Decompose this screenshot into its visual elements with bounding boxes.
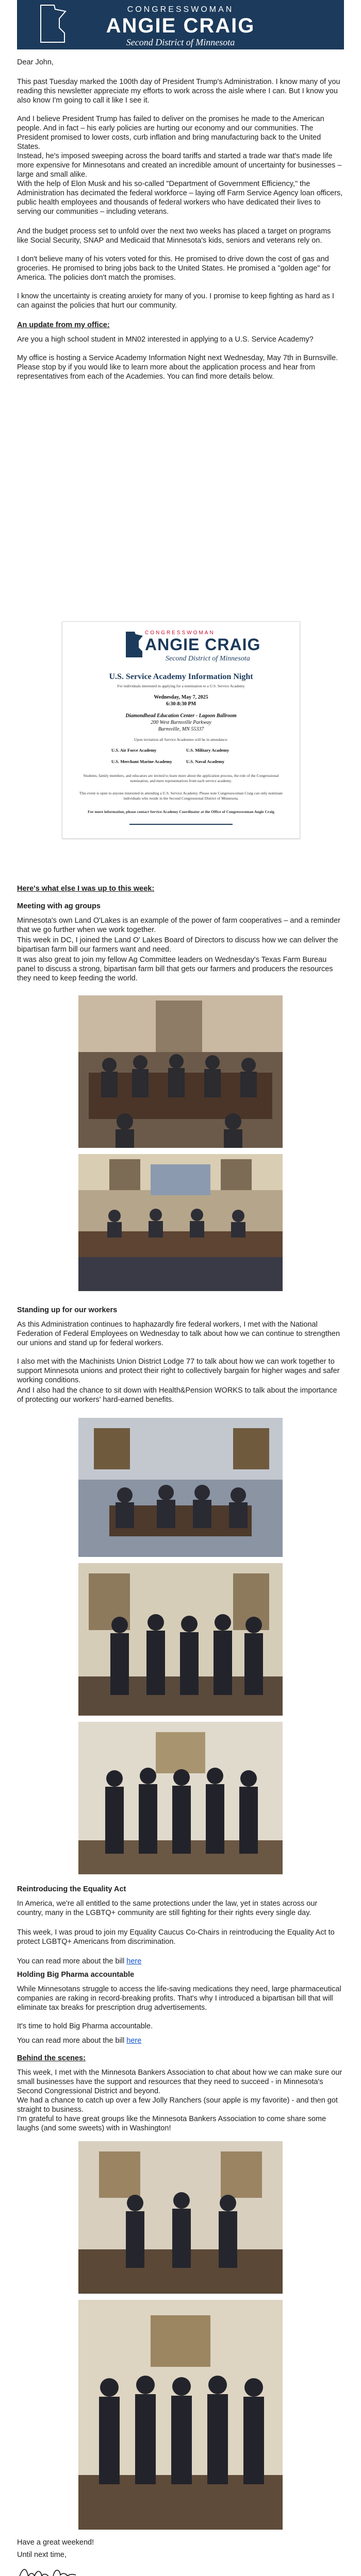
equality-read-more: [17, 1957, 344, 1966]
intro-paragraph-2: And I believe President Trump has failed to deliver on the promises he made to the American people. And in fact – his early policies are hurting our economy and our communities. The President promised to lower costs, curb inflation and bring manufacturing back to the United States.: [17, 115, 324, 151]
service-academy-flyer[interactable]: [62, 621, 300, 839]
scenes-paragraph-3: I'm grateful to have great groups like the Minnesota Bankers Association to come share some laughs (and some sweets) with in Washington!: [17, 2115, 326, 2132]
academy-paragraph-1: Are you a high school student in MN02 interested in applying to a U.S. Service Academy?: [17, 335, 314, 344]
flyer-title: U.S. Service Academy Information Night: [109, 672, 253, 681]
scenes-paragraph-1: This week, I met with the Minnesota Bankers Association to chat about how we can make sure our small businesses have the support and resources that they need to succeed - in Minnesota's Second Congressional District and beyond.: [17, 2069, 342, 2095]
flyer-academies-row-2: [111, 759, 266, 764]
photo-machinists-union-meeting: [78, 1563, 283, 1716]
flyer-reps: Upon invitation all Service Academies will be in attendance:: [134, 737, 228, 742]
intro-paragraph-3: Instead, he's imposed sweeping across the board tariffs and started a trade war that's made life more expensive for Minnesotans and created an incredible amount of uncertainty for businesses – large and small alike.: [17, 152, 342, 179]
header-name: ANGIE CRAIG: [106, 14, 255, 37]
flyer-name: ANGIE CRAIG: [145, 635, 261, 654]
academy-paragraph-2: My office is hosting a Service Academy Information Night next Wednesday, May 7th in Burnsville. Please stop by if you would like to learn more about the application process and hear from representatives from each of the Academies. You can find more details below.: [17, 354, 338, 381]
photo-bankers-association-1: [78, 2141, 283, 2294]
flyer-academies-row-1: [111, 748, 266, 753]
flyer-academy: U.S. Military Academy: [186, 748, 229, 753]
pharma-paragraph-1: While Minnesotans struggle to access the life-saving medications they need, large pharmaceutical companies are raking in record-breaking profits. That's why I introduced a bipartisan bill that will eliminate tax breaks for prescription drug advertisements.: [17, 1985, 341, 2012]
photo-land-o-lakes-meeting: [78, 995, 283, 1148]
equality-heading: Reintroducing the Equality Act: [17, 1885, 126, 1893]
pharma-heading: Holding Big Pharma accountable: [17, 1971, 135, 1979]
pharma-bill-link[interactable]: here: [126, 2037, 142, 2045]
ag-heading: Meeting with ag groups: [17, 902, 101, 910]
workers-paragraph-1: As this Administration continues to haphazardly fire federal workers, I met with the National Federation of Federal Employees on Wednesday to talk about how we can continue to strengthen our unions and stand up for federal workers.: [17, 1320, 340, 1347]
flyer-note-2: This event is open to anyone interested in attending a U.S. Service Academy. Please note Congresswoman Craig can only nominate individuals who reside in the Second Congressional District of Minnesota.: [79, 791, 283, 801]
scenes-paragraph-2: We had a chance to catch up over a few Jolly Ranchers (sour apple is my favorite) - and then got straight to business.: [17, 2096, 338, 2114]
ag-paragraph-2: This week in DC, I joined the Land O' Lakes Board of Directors to discuss how we can deliver the bipartisan farm bill our farmers want and need.: [17, 936, 338, 954]
pharma-paragraph-2: It's time to hold Big Pharma accountable.: [17, 2022, 153, 2030]
equality-paragraph-2: This week, I was proud to join my Equality Caucus Co-Chairs in reintroducing the Equality Act to protect LGBTQ+ Americans from discrimination.: [17, 1928, 335, 1946]
week-heading: Here's what else I was up to this week:: [17, 885, 155, 893]
workers-heading: Standing up for our workers: [17, 1306, 118, 1314]
intro-paragraph-7: I know the uncertainty is creating anxiety for many of you. I promise to keep fighting as hard as I can against the policies that hurt our community.: [17, 292, 334, 310]
flyer-subtitle: For individuals interested in applying for a nomination to a U.S. Service Academy: [117, 684, 245, 688]
scenes-heading: Behind the scenes:: [17, 2054, 86, 2062]
photo-farm-bureau-panel: [78, 1154, 283, 1291]
equality-bill-link[interactable]: here: [126, 1957, 142, 1965]
header-district: Second District of Minnesota: [126, 37, 235, 47]
intro-paragraph-1: This past Tuesday marked the 100th day of President Trump's Administration. I know many of you reading this newsletter appreciate my efforts to work across the aisle where I can. But I know you also know I'm going to call it like I see it.: [17, 78, 340, 105]
header-congresswoman: CONGRESSWOMAN: [127, 5, 234, 14]
pharma-read-more-text: You can read more about the bill: [17, 2037, 127, 2045]
flyer-congresswoman: CONGRESSWOMAN: [145, 630, 215, 636]
flyer-divider: [129, 824, 233, 825]
flyer-address-2: Burnsville, MN 55337: [158, 726, 204, 732]
ag-paragraph-3: It was also great to join my fellow Ag Committee leaders on Wednesday's Texas Farm Bureau panel to discuss a strong, bipartisan farm bill that gets our farmers and producers the resources they need to keep feeding the world.: [17, 956, 333, 982]
intro-paragraph-6: I don't believe many of his voters voted for this. He promised to drive down the cost of gas and groceries. He promised to bring jobs back to the United States. He promised a "golden age" for America. The policies don't match the promises.: [17, 255, 331, 282]
flyer-district: Second District of Minnesota: [166, 655, 250, 663]
newsletter-header: [17, 0, 344, 49]
academy-heading: An update from my office:: [17, 321, 110, 329]
intro-paragraph-5: And the budget process set to unfold over the next two weeks has placed a target on programs like Social Security, SNAP and Medicaid that Minnesota's kids, seniors and veterans rely on.: [17, 227, 331, 245]
closing-until: Until next time,: [17, 2551, 67, 2559]
flyer-logo: [62, 627, 300, 668]
flyer-academy: U.S. Air Force Academy: [111, 748, 157, 753]
pharma-read-more: [17, 2036, 344, 2045]
flyer-academy: U.S. Naval Academy: [186, 759, 225, 764]
closing-weekend: Have a great weekend!: [17, 2538, 94, 2547]
photo-health-pension-works-meeting: [78, 1722, 283, 1874]
flyer-contact: For more information, please contact Service Academy Coordinator at the Office of Congresswoman Angie Craig: [88, 809, 274, 814]
flyer-note-1: Students, family members, and educators are invited to learn more about the application process, the role of the Congressional nomination, and meet representatives from each service academy.: [83, 773, 279, 783]
flyer-venue: Diamondhead Education Center - Lagoon Ballroom: [125, 713, 237, 719]
flyer-time: 6:30-8:30 PM: [166, 701, 196, 707]
flyer-academy: U.S. Merchant Marine Academy: [111, 759, 172, 764]
flyer-date: Wednesday, May 7, 2025: [154, 694, 208, 700]
intro-paragraph-4: With the help of Elon Musk and his so-called "Department of Government Efficiency," the Administration has decimated the federal workforce – laying off Farm Service Agency loan officers, public health employees and thousands of federal workers who have dedicated their lives to serving our communities – including veterans.: [17, 180, 343, 216]
photo-bankers-association-2: [78, 2300, 283, 2530]
flyer-address-1: 200 West Burnsville Parkway: [151, 720, 211, 725]
workers-paragraph-2: I also met with the Machinists Union District Lodge 77 to talk about how we can work together to support Minnesota unions and protect their right to collectively bargain for higher wages and safer working conditions.: [17, 1358, 340, 1384]
signature-icon: [17, 2563, 79, 2576]
photo-federal-employees-meeting: [78, 1418, 283, 1557]
minnesota-state-icon: [124, 630, 145, 659]
ag-paragraph-1: Minnesota's own Land O'Lakes is an example of the power of farm cooperatives – and a reminder that we go further when we work together.: [17, 917, 340, 934]
equality-read-more-text: You can read more about the bill: [17, 1957, 127, 1965]
workers-paragraph-3: And I also had the chance to sit down with Health&Pension WORKS to talk about the importance of protecting our workers' hard-earned benefits.: [17, 1386, 337, 1404]
equality-paragraph-1: In America, we're all entitled to the same protections under the law, yet in states across our country, many in the LGBTQ+ community are still fighting for their rights every single day.: [17, 1900, 318, 1917]
greeting: Dear John,: [17, 58, 54, 66]
